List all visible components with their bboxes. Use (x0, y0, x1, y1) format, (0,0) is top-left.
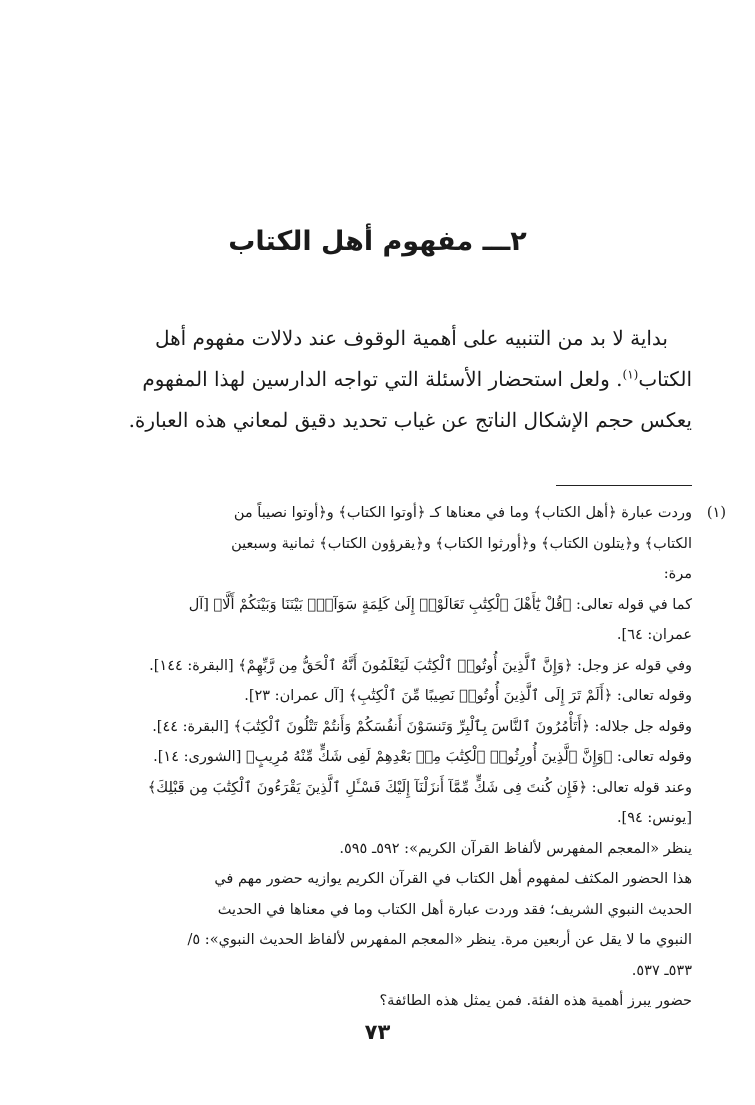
footnote-line: عمران: ٦٤]. (616, 627, 692, 643)
footnote-line: النبوي ما لا يقل عن أربعين مرة. ينظر «المعجم المفهرس لألفاظ الحديث النبوي»: ٥/ (187, 932, 692, 948)
footnote-line: وعند قوله تعالى: ﴿فَإِن كُنتَ فِى شَكٍّ مِّمَّآ أَنزَلْنَآ إِلَيْكَ فَسْـَٔلِ ٱلَّذِينَ يَقْرَءُونَ ٱلْكِتَٰبَ مِن قَبْلِكَ﴾ (147, 779, 692, 796)
footnote-line: حضور يبرز أهمية هذه الفئة. فمن يمثل هذه الطائفة؟ (379, 993, 692, 1009)
footnote-number: (١) (706, 505, 726, 521)
body-line-2: الكتاب$^{(١)}$. ولعل استحضار الأسئلة التي تواجه الدارسين لهذا المفهوم (142, 367, 692, 391)
footnote-line: مرة: (663, 566, 692, 582)
footnote-line: وفي قوله عز وجل: ﴿وَإِنَّ ٱلَّذِينَ أُوتُوا۟ ٱلْكِتَٰبَ لَيَعْلَمُونَ أَنَّهُ ٱلْحَقُّ مِن رَّبِّهِمْ﴾ [البقرة: ١٤٤]. (149, 657, 692, 674)
chapter-title: ٢ـــ مفهوم أهل الكتاب (228, 226, 527, 257)
body-line-1: بداية لا بد من التنبيه على أهمية الوقوف عند دلالات مفهوم أهل (154, 326, 668, 350)
footnote-reference[interactable]: (١) (622, 367, 639, 382)
footnote-line: وقوله تعالى: ﴿وَإِنَّ ٱلَّذِينَ أُورِثُوا۟ ٱلْكِتَٰبَ مِنۢ بَعْدِهِمْ لَفِى شَكٍّ مِّنْهُ مُرِيبٍ﴾ [الشورى: ١٤]. (153, 749, 692, 765)
footnotes (78, 498, 726, 1017)
footnote-line: وقوله تعالى: ﴿أَلَمْ تَرَ إِلَى ٱلَّذِينَ أُوتُوا۟ نَصِيبًا مِّنَ ٱلْكِتَٰبِ﴾ [آل عمران: ٢٣]. (244, 688, 692, 704)
footnote-separator (556, 485, 692, 486)
footnote-line: كما في قوله تعالى: ﴿قُلْ يَٰٓأَهْلَ ٱلْكِتَٰبِ تَعَالَوْا۟ إِلَىٰ كَلِمَةٍ سَوَآءٍۭ بَيْنَنَا وَبَيْنَكُمْ أَلَّا﴾ [آل (188, 596, 692, 613)
footnote-line: الحديث النبوي الشريف؛ فقد وردت عبارة أهل الكتاب وما في معناها في الحديث (217, 901, 692, 918)
footnote-line: هذا الحضور المكثف لمفهوم أهل الكتاب في القرآن الكريم يوازيه حضور مهم في (214, 871, 692, 887)
page-number: ٧٣ (364, 1020, 391, 1044)
footnote-line: ٥٣٣ـ ٥٣٧. (631, 962, 692, 979)
footnote-line: [يونس: ٩٤]. (616, 810, 692, 826)
body-line-3: يعكس حجم الإشكال الناتج عن غياب تحديد دقيق لمعاني هذه العبارة. (128, 408, 692, 432)
footnote-line: وردت عبارة ﴿أهل الكتاب﴾ وما في معناها كـ ﴿أوتوا الكتاب﴾ و﴿أوتوا نصيباً من (233, 505, 692, 521)
footnote-line: وقوله جل جلاله: ﴿أَتَأْمُرُونَ ٱلنَّاسَ بِٱلْبِرِّ وَتَنسَوْنَ أَنفُسَكُمْ وَأَنتُمْ تَتْلُونَ ٱلْكِتَٰبَ﴾ [البقرة: ٤٤]. (152, 718, 692, 735)
footnote-line: الكتاب﴾ و﴿يتلون الكتاب﴾ و﴿أورثوا الكتاب﴾ و﴿يقرؤون الكتاب﴾ ثمانية وسبعين (231, 535, 692, 552)
body-paragraph (78, 318, 692, 441)
footnote-line: ينظر «المعجم المفهرس لألفاظ القرآن الكريم»: ٥٩٢ـ ٥٩٥. (339, 840, 692, 857)
